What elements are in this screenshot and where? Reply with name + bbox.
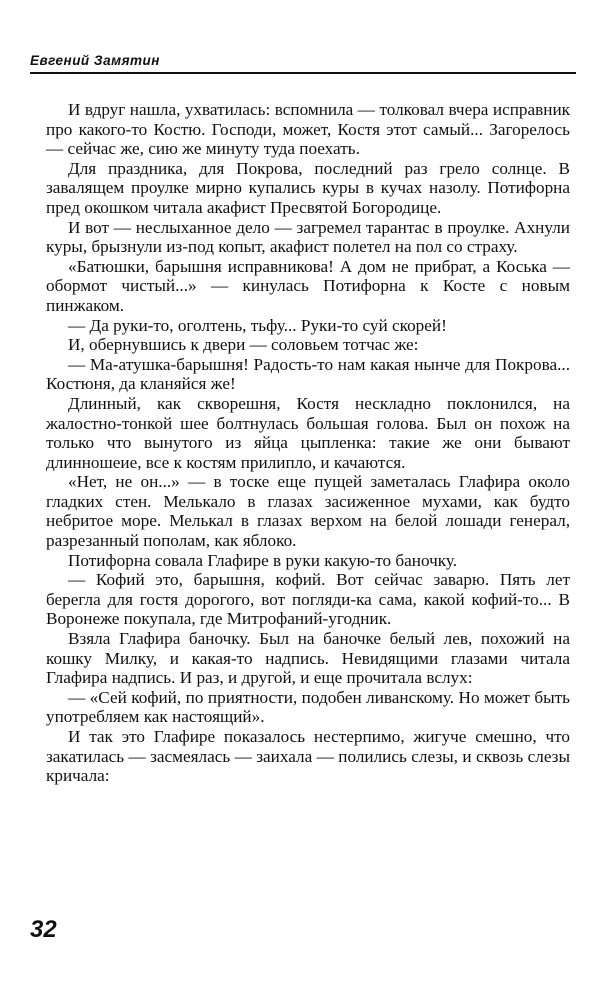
paragraph: И, обернувшись к двери — соловьем тотчас же: (68, 335, 419, 355)
paragraph: — Ма-атушка-барышня! Радость-то нам какая нынче для Покрова... Костюня, да кланяйся же! (46, 354, 570, 394)
paragraph: Длинный, как скворешня, Костя нескладно поклонился, на жалостно-тонкой шее болтнулась большая голова. Был он похож на только что вынутого из яйца цыпленка: такие же они бывают длинношеие, все к костям прилипло, и качаются. (46, 393, 570, 472)
paragraph: — Кофий это, барышня, кофий. Вот сейчас заварю. Пять лет берегла для гостя дорогого, вот погляди-ка сама, какой кофий-то... В Воронеже покупала, где Митрофаний-угодник. (46, 570, 570, 629)
paragraph: «Нет, не он...» — в тоске еще пущей заметалась Глафира около гладких стен. Мелькало в глазах засиженное мухами, как будто небритое море. Мелькал в глазах верхом на белой лошади генерал, разрезанный пополам, как яблоко. (46, 472, 570, 551)
header-rule (30, 72, 576, 74)
paragraph: Взяла Глафира баночку. Был на баночке белый лев, похожий на кошку Милку, и какая-то надпись. Невидящими глазами читала Глафира надпись. И раз, и другой, и еще прочитала вслух: (46, 629, 570, 688)
body-text (46, 100, 570, 786)
running-head-author: Евгений Замятин (30, 53, 160, 68)
paragraph: «Батюшки, барышня исправникова! А дом не прибрат, а Коська — обормот чистый...» — кинулась Потифорна к Косте с новым пинжаком. (46, 256, 570, 315)
paragraph: И вот — неслыханное дело — загремел тарантас в проулке. Ахнули куры, брызнули из-под копыт, акафист полетел на пол со страху. (46, 217, 570, 257)
paragraph: — «Сей кофий, по приятности, подобен ливанскому. Но может быть употребляем как настоящий». (46, 687, 570, 727)
paragraph: И вдруг нашла, ухватилась: вспомнила — толковал вчера исправник про какого-то Костю. Господи, может, Костя этот самый... Загорелось — сейчас же, сию же минуту туда поехать. (46, 100, 570, 159)
paragraph: Потифорна совала Глафире в руки какую-то баночку. (68, 550, 458, 570)
paragraph: — Да руки-то, оголтень, тьфу... Руки-то суй скорей! (68, 315, 447, 335)
paragraph: Для праздника, для Покрова, последний раз грело солнце. В завалящем проулке мирно купались куры в кучах назолу. Потифорна пред окошком читала акафист Пресвятой Богородице. (46, 158, 570, 217)
page-number: 32 (30, 916, 57, 943)
paragraph: И так это Глафире показалось нестерпимо, жигуче смешно, что закатилась — засмеялась — заихала — полились слезы, и сквозь слезы кричала: (46, 727, 570, 786)
